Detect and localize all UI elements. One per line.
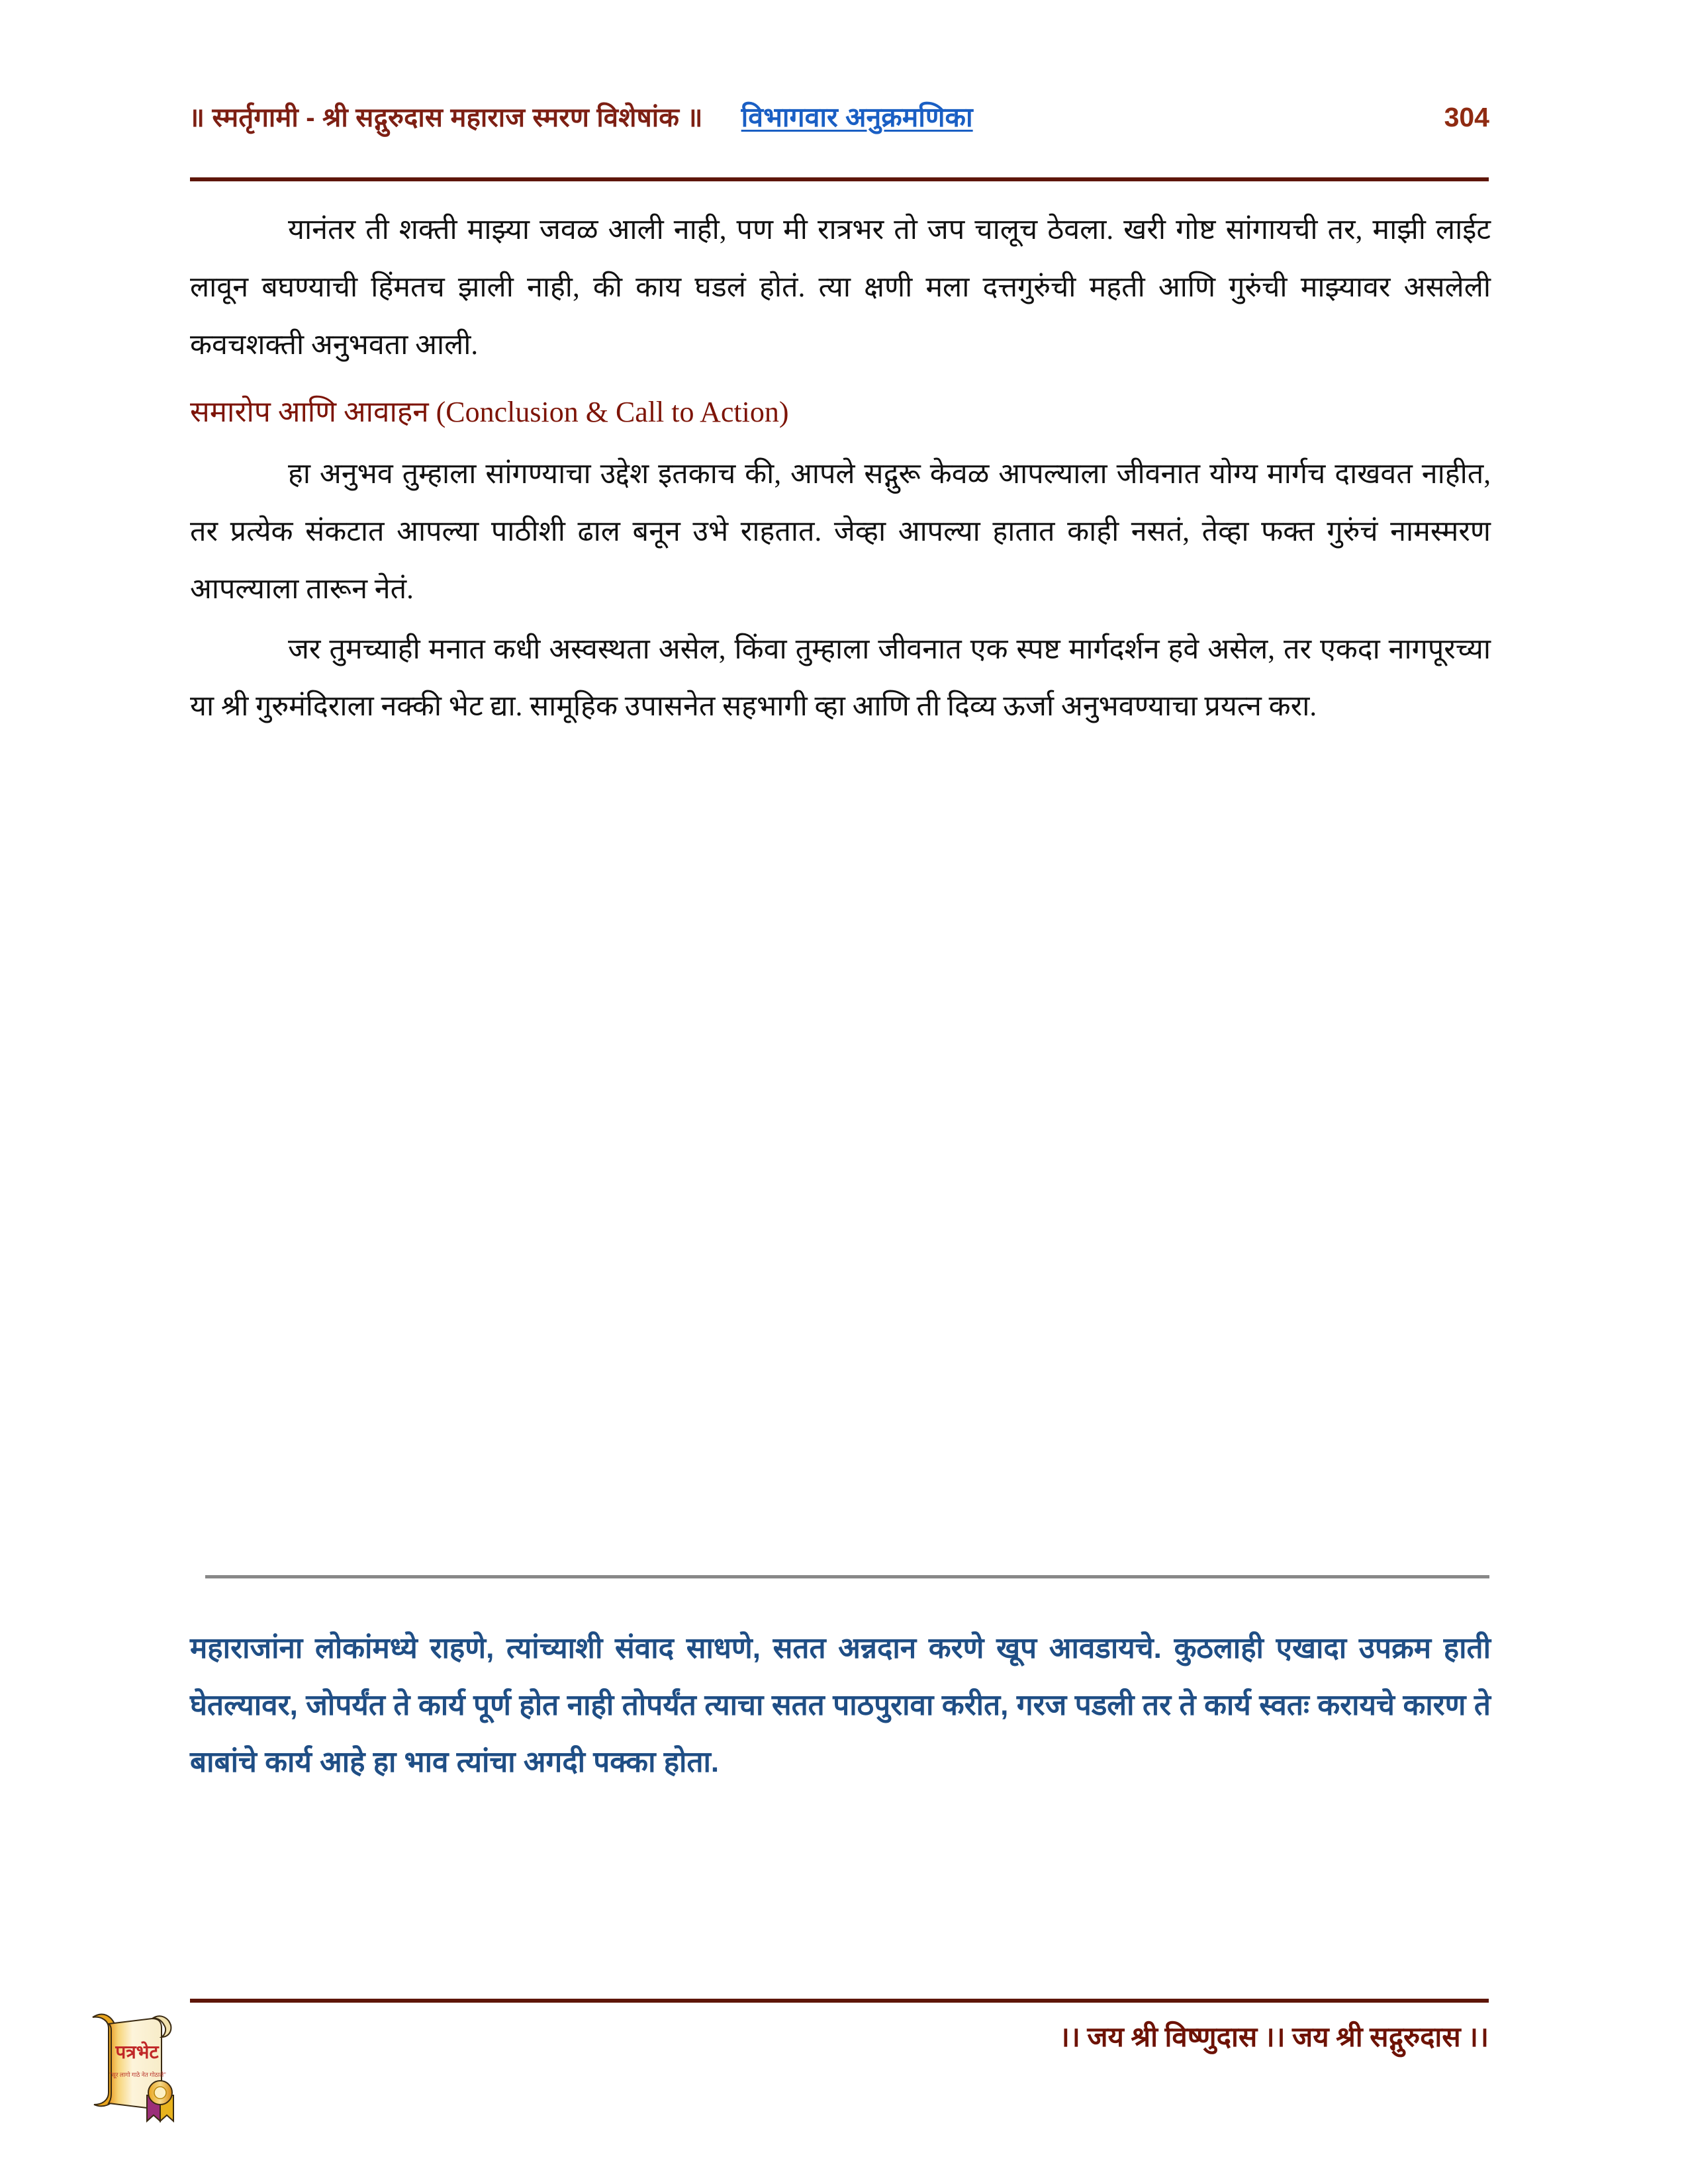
highlight-quote-text: महाराजांना लोकांमध्ये राहणे, त्यांच्याशी संवाद साधणे, सतत अन्नदान करणे खूप आवडायचे. कुठलाही एखादा उपक्रम हाती घेतल्यावर, जोपर्यंत ते कार्य पूर्ण होत नाही तोपर्यंत त्याचा सतत पाठपुरावा करीत, गरज पडली तर ते कार्य स्वतः करायचे कारण ते बाबांचे कार्य आहे हा भाव त्यांचा अगदी पक्का होता. [190,1632,1491,1779]
logo-title: पत्रभेट [115,2042,159,2063]
main-content [190,202,1491,739]
section-heading [190,389,1491,435]
paragraph-3: जर तुमच्याही मनात कधी अस्वस्थता असेल, किंवा तुम्हाला जीवनात एक स्पष्ट मार्गदर्शन हवे असेल, तर एकदा नागपूरच्या या श्री गुरुमंदिराला नक्की भेट द्या. सामूहिक उपासनेत सहभागी व्हा आणि ती दिव्य ऊर्जा अनुभवण्याचा प्रयत्न करा. [190,633,1491,723]
paragraph-2: हा अनुभव तुम्हाला सांगण्याचा उद्देश इतकाच की, आपले सद्गुरू केवळ आपल्याला जीवनात योग्य मार्गच दाखवत नाहीत, तर प्रत्येक संकटात आपल्या पाठीशी ढाल बनून उभे राहतात. जेव्हा आपल्या हातात काही नसतं, तेव्हा फक्त गुरुंचं नामस्मरण आपल्याला तारून नेतं. [190,458,1491,605]
page-number: 304 [1444,102,1489,132]
patrabhet-logo[interactable] [74,1999,200,2131]
scroll-icon [74,1999,200,2131]
footer-divider [190,1999,1489,2003]
section-heading-english: (Conclusion & Call to Action) [436,395,789,428]
footer-invocation: ।। जय श्री विष्णुदास ।। जय श्री सद्गुरुदास ।। [1059,2023,1489,2053]
logo-tagline: "सूर लागो गाठे नेत गोठाले" [109,2071,166,2078]
index-link[interactable]: विभागवार अनुक्रमणिका [741,102,973,132]
header-divider [190,177,1489,181]
highlight-quote-block [190,1620,1491,1792]
quote-separator [205,1575,1489,1578]
section-heading-marathi: समारोप आणि आवाहन [190,395,436,428]
paragraph-1: यानंतर ती शक्ती माझ्या जवळ आली नाही, पण मी रात्रभर तो जप चालूच ठेवला. खरी गोष्ट सांगायची तर, माझी लाईट लावून बघण्याची हिंमतच झाली नाही, की काय घडलं होतं. त्या क्षणी मला दत्तगुरुंची महती आणि गुरुंची माझ्यावर असलेली कवचशक्ती अनुभवता आली. [190,214,1491,361]
page-header [189,98,1489,155]
header-title: ॥ स्मर्तृगामी - श्री सद्गुरुदास महाराज स्मरण विशेषांक ॥ [189,103,703,132]
